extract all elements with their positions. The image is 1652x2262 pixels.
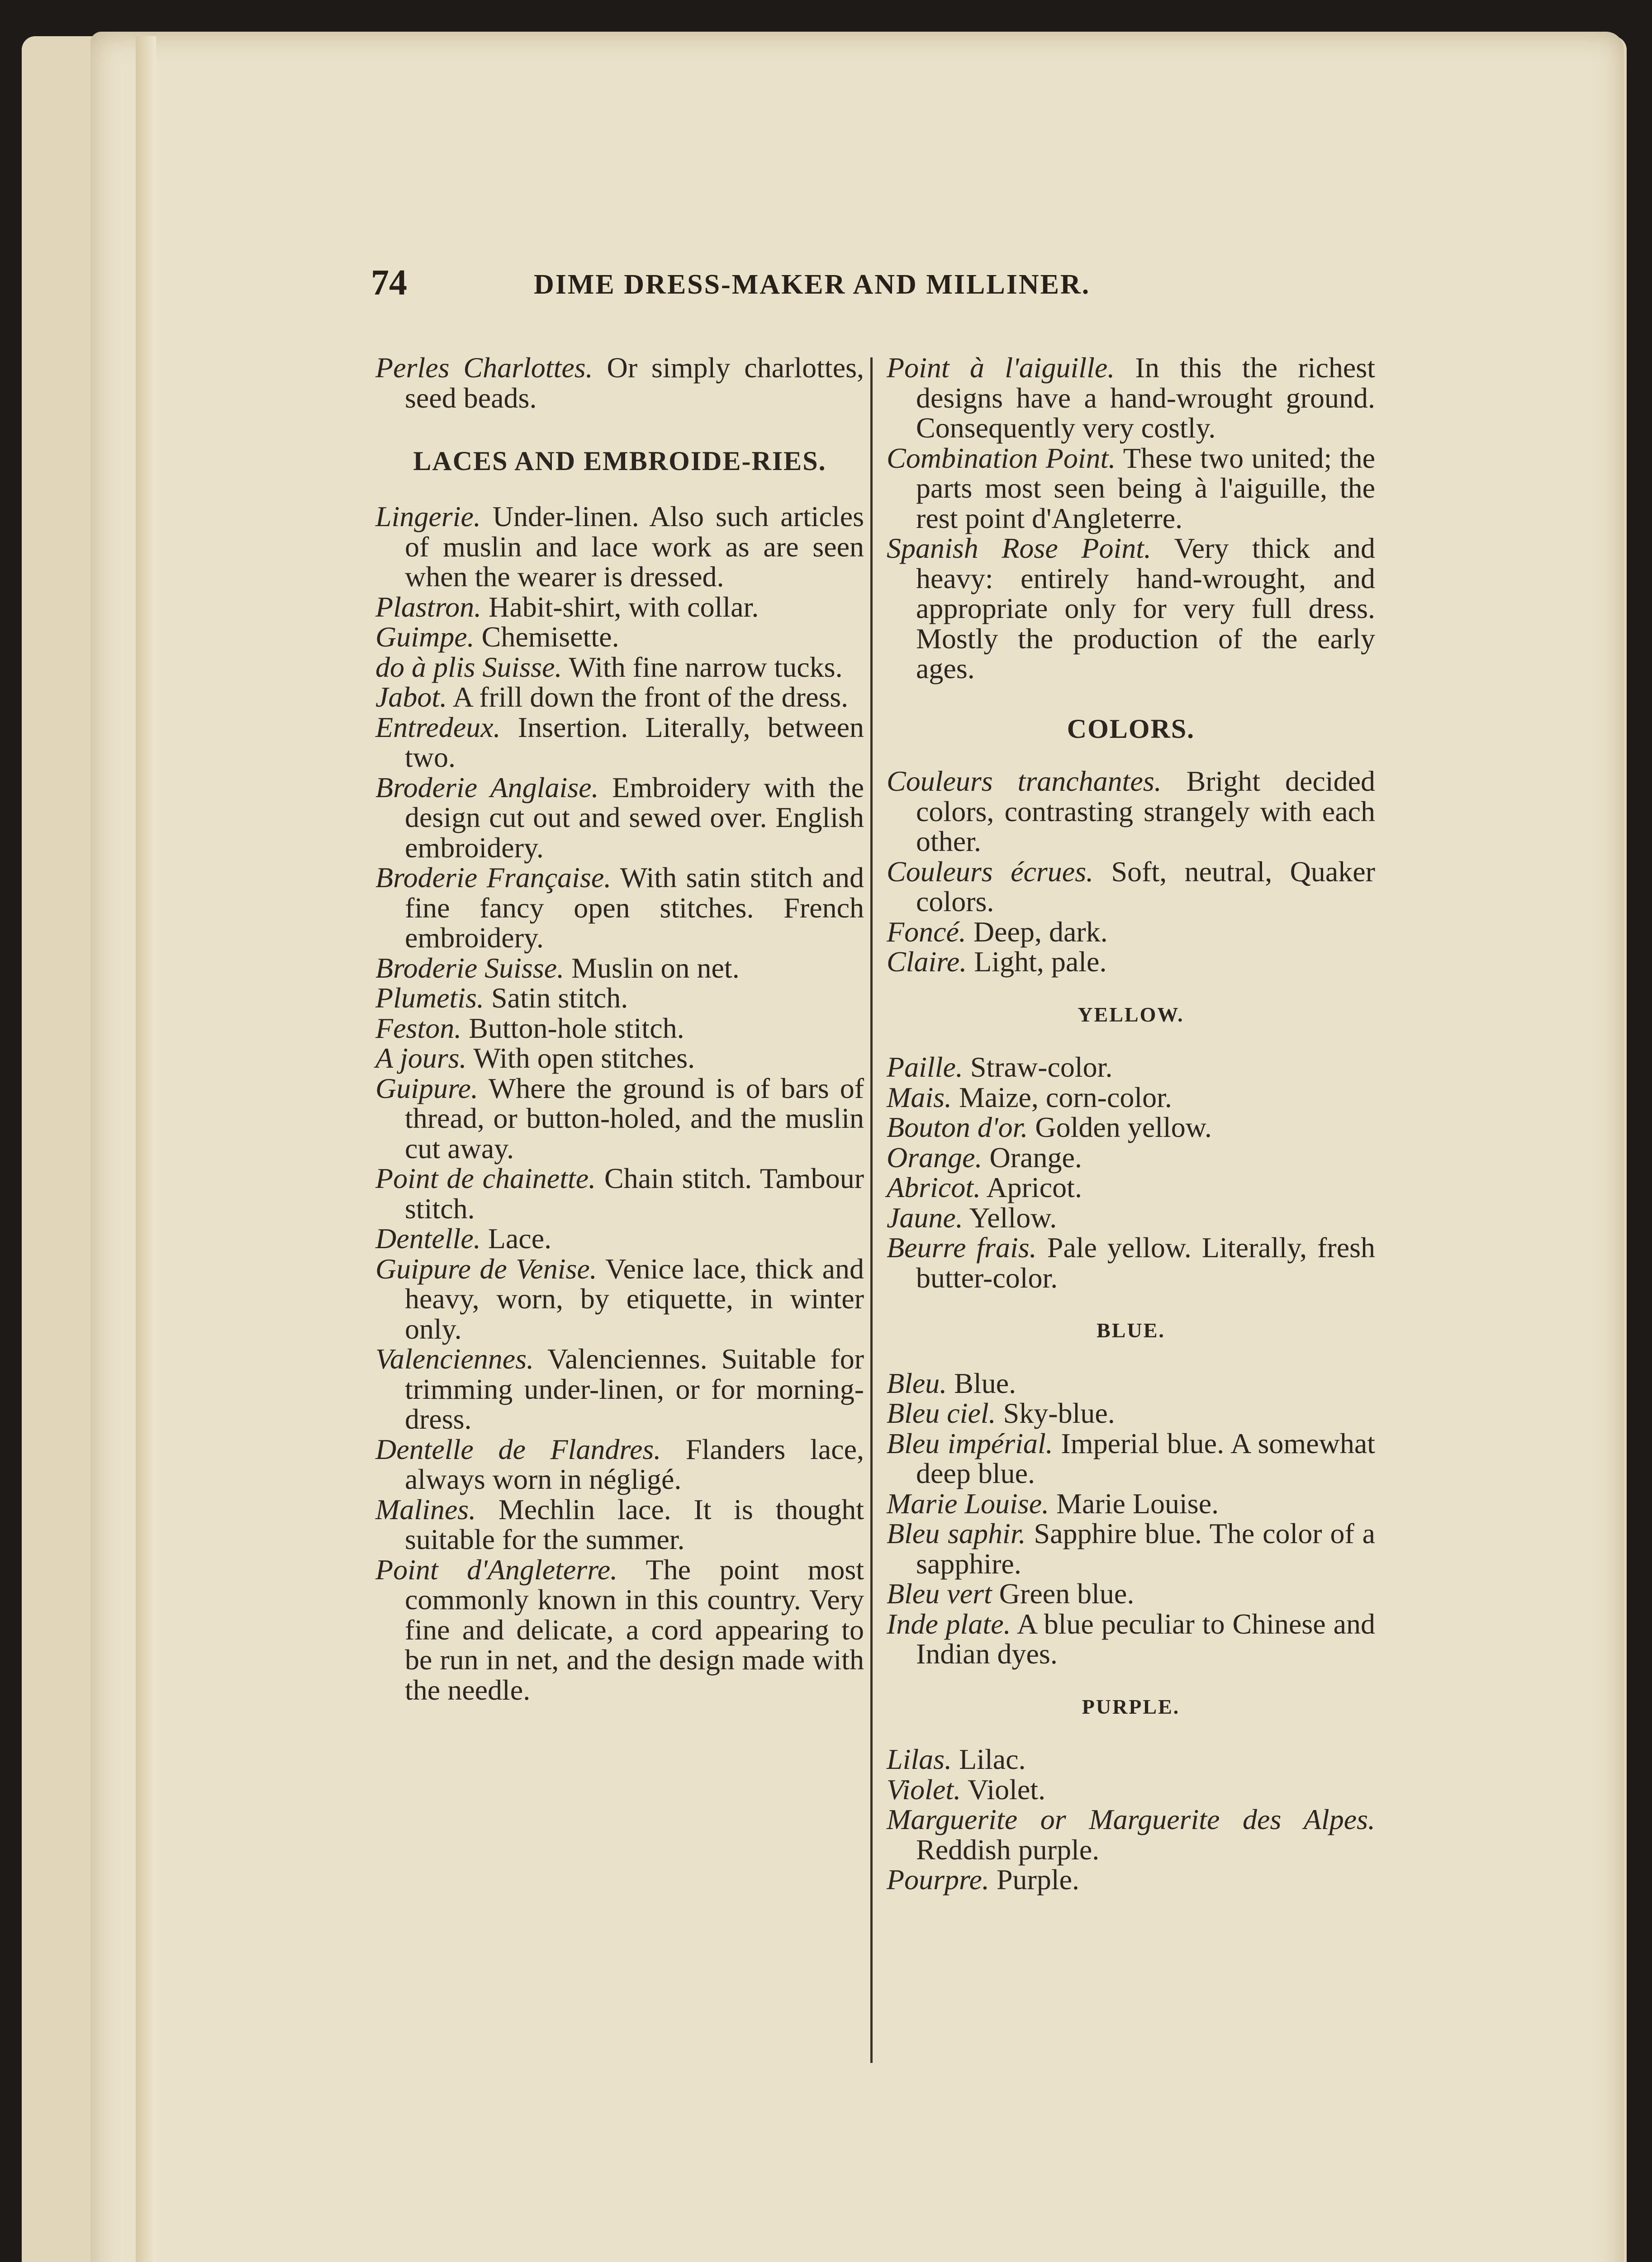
glossary-entry (375, 1495, 864, 1555)
page-edge (136, 36, 156, 2262)
entry-definition: Golden yellow. (1035, 1111, 1212, 1143)
section-heading-laces: LACES AND EMBROIDE-RIES. (413, 446, 826, 476)
glossary-entry (887, 917, 1375, 947)
entry-definition: Venice lace, thick and heavy, worn, by etiquette, in winter only. (405, 1252, 864, 1345)
entry-term: Dentelle. (375, 1222, 481, 1255)
glossary-entry (887, 1609, 1375, 1669)
entry-term: do à plis Suisse. (375, 651, 562, 683)
left-column (375, 353, 864, 1705)
entry-definition: Pale yellow. Literally, fresh butter-color. (916, 1231, 1376, 1294)
entry-term: Dentelle de Flandres. (375, 1433, 661, 1465)
section-heading-purple: PURPLE. (1082, 1695, 1180, 1718)
glossary-entry (375, 502, 864, 592)
entry-definition: Muslin on net. (571, 951, 740, 984)
entry-term: Pourpre. (887, 1863, 989, 1896)
glossary-entry (887, 1489, 1375, 1519)
entry-definition: Blue. (954, 1367, 1016, 1399)
entry-definition: A frill down the front of the dress. (452, 681, 849, 713)
glossary-entry (375, 713, 864, 773)
entry-definition: Yellow. (969, 1201, 1057, 1234)
entry-term: Point à l'aiguille. (887, 352, 1115, 384)
entry-definition: Button-hole stitch. (469, 1012, 684, 1044)
glossary-entry (887, 1143, 1375, 1173)
right-column (887, 353, 1375, 1895)
entry-term: Broderie Anglaise. (375, 771, 599, 803)
glossary-entry (887, 1805, 1375, 1865)
entry-term: Lilas. (887, 1743, 952, 1775)
entry-definition: Maize, corn-color. (959, 1081, 1172, 1113)
entry-term: Bleu saphir. (887, 1517, 1026, 1549)
entry-term: Couleurs écrues. (887, 855, 1094, 888)
entry-definition: Lace. (488, 1222, 552, 1255)
entry-term: Mais. (887, 1081, 952, 1113)
entry-definition: Satin stitch. (491, 982, 628, 1014)
entry-definition: With fine narrow tucks. (569, 651, 843, 683)
glossary-entry (375, 353, 864, 413)
glossary-entry (375, 1013, 864, 1044)
entry-definition: These two united; the parts most seen being à l'aiguille, the rest point d'Angleterre. (916, 442, 1375, 534)
entry-term: Bouton d'or. (887, 1111, 1028, 1143)
entry-term: Broderie Suisse. (375, 951, 565, 984)
entry-definition: With satin stitch and fine fancy open stitches. French embroidery. (405, 861, 864, 954)
glossary-entry (375, 1224, 864, 1254)
entry-definition: Bright decided colors, contrasting strangely with each other. (916, 765, 1376, 857)
entry-definition: Deep, dark. (973, 915, 1108, 948)
glossary-entry (887, 1775, 1375, 1805)
glossary-entry (375, 652, 864, 683)
entry-term: Couleurs tranchantes. (887, 765, 1162, 797)
glossary-entry (887, 1369, 1375, 1399)
entry-term: Valenciennes. (375, 1343, 534, 1375)
glossary-entry (887, 1519, 1375, 1579)
glossary-entry (375, 773, 864, 863)
entry-term: Bleu ciel. (887, 1397, 996, 1429)
glossary-entry (375, 1043, 864, 1074)
entry-definition: Under-linen. Also such articles of muslin and lace work as are seen when the wearer is dressed. (405, 500, 864, 593)
entry-definition: Chain stitch. Tambour stitch. (405, 1162, 864, 1225)
glossary-entry (887, 1083, 1375, 1113)
column-divider (870, 357, 873, 2063)
entry-term: Perles Charlottes. (375, 352, 593, 384)
entry-definition: Soft, neutral, Quaker colors. (916, 855, 1375, 917)
glossary-entry (887, 443, 1375, 534)
entry-definition: Embroidery with the design cut out and sewed over. English embroidery. (405, 771, 864, 864)
glossary-entry (887, 1865, 1375, 1895)
entry-definition: Flanders lace, always worn in négligé. (405, 1433, 864, 1495)
glossary-entry (375, 863, 864, 953)
glossary-entry (887, 857, 1375, 917)
entry-definition: Habit-shirt, with collar. (489, 590, 759, 623)
glossary-entry (375, 622, 864, 652)
glossary-entry (375, 1074, 864, 1164)
glossary-entry (375, 682, 864, 713)
glossary-entry (375, 953, 864, 984)
page-number: 74 (371, 263, 407, 303)
entry-definition: Light, pale. (974, 946, 1107, 978)
entry-term: A jours. (375, 1042, 467, 1074)
entry-definition: Purple. (996, 1863, 1080, 1896)
color-entries (887, 766, 1375, 977)
entry-term: Claire. (887, 946, 967, 978)
entry-term: Broderie Française. (375, 861, 612, 893)
glossary-entry (375, 1344, 864, 1435)
entry-definition: Sky-blue. (1003, 1397, 1115, 1429)
entry-definition: The point most commonly known in this country. Very fine and delicate, a cord appearing to be run in net, and the design made with the needle. (405, 1553, 864, 1706)
entry-term: Malines. (375, 1493, 476, 1525)
entry-definition: Imperial blue. A somewhat deep blue. (916, 1427, 1376, 1489)
glossary-entry (375, 983, 864, 1013)
glossary-entry (375, 1164, 864, 1224)
entry-term: Foncé. (887, 915, 966, 948)
glossary-entry (887, 1233, 1375, 1293)
section-heading-yellow: YELLOW. (1078, 1003, 1184, 1026)
blue-entries (887, 1369, 1375, 1669)
glossary-entry (887, 1429, 1375, 1489)
section-heading-colors: COLORS. (1067, 713, 1195, 744)
glossary-entry (375, 1254, 864, 1345)
glossary-entry (887, 1203, 1375, 1233)
entry-definition: Very thick and heavy: entirely hand-wrought, and appropriate only for very full dress. Mostly the production of the early ages. (916, 532, 1376, 684)
glossary-entry (375, 1435, 864, 1495)
entry-term: Jabot. (375, 681, 447, 713)
entry-definition: Reddish purple. (916, 1833, 1100, 1866)
point-entries (887, 353, 1375, 684)
entry-term: Guipure de Venise. (375, 1252, 597, 1285)
entry-term: Marguerite or Marguerite des Alpes. (887, 1803, 1375, 1835)
entry-term: Bleu vert (887, 1578, 992, 1610)
entry-term: Entredeux. (375, 711, 501, 743)
entry-term: Bleu impérial. (887, 1427, 1053, 1459)
glossary-entry (887, 1398, 1375, 1429)
entry-definition: Where the ground is of bars of thread, or button-holed, and the muslin cut away. (405, 1072, 864, 1164)
entry-term: Guipure. (375, 1072, 478, 1104)
entry-definition: Sapphire blue. The color of a sapphire. (916, 1517, 1376, 1580)
glossary-entry (887, 533, 1375, 684)
entry-definition: Chemisette. (481, 621, 619, 653)
entry-term: Lingerie. (375, 500, 481, 532)
entry-term: Spanish Rose Point. (887, 532, 1152, 564)
running-title: DIME DRESS-MAKER AND MILLINER. (534, 269, 1091, 300)
entry-definition: Lilac. (959, 1743, 1026, 1775)
entry-term: Inde plate. (887, 1607, 1011, 1640)
glossary-entry (887, 353, 1375, 443)
glossary-entry (887, 1052, 1375, 1083)
entry-term: Orange. (887, 1141, 983, 1174)
glossary-entry (375, 592, 864, 623)
entry-term: Feston. (375, 1012, 462, 1044)
entry-definition: Orange. (989, 1141, 1082, 1174)
lace-entries (375, 502, 864, 1705)
entry-term: Beurre frais. (887, 1231, 1037, 1264)
entry-term: Plumetis. (375, 982, 484, 1014)
glossary-entry (887, 1112, 1375, 1143)
entry-term: Point d'Angleterre. (375, 1553, 618, 1586)
glossary-entry (375, 1555, 864, 1706)
entry-definition: With open stitches. (473, 1042, 695, 1074)
entry-term: Combination Point. (887, 442, 1116, 474)
section-heading-blue: BLUE. (1097, 1319, 1165, 1342)
yellow-entries (887, 1052, 1375, 1293)
entry-term: Marie Louise. (887, 1487, 1049, 1520)
entry-term: Abricot. (887, 1171, 981, 1203)
entry-definition: Violet. (967, 1773, 1046, 1806)
entry-definition: Mechlin lace. It is thought suitable for the summer. (405, 1493, 864, 1555)
entry-term: Plastron. (375, 590, 482, 623)
intro-entries (375, 353, 864, 413)
entry-term: Violet. (887, 1773, 961, 1806)
entry-term: Paille. (887, 1051, 963, 1083)
entry-definition: Insertion. Literally, between two. (405, 711, 864, 773)
entry-term: Point de chainette. (375, 1162, 596, 1194)
entry-term: Jaune. (887, 1201, 963, 1234)
glossary-entry (887, 1744, 1375, 1775)
entry-definition: Green blue. (999, 1578, 1135, 1610)
page-header (371, 262, 1366, 303)
entry-definition: Apricot. (986, 1171, 1082, 1203)
entry-term: Bleu. (887, 1367, 947, 1399)
entry-definition: Or simply charlottes, seed beads. (405, 352, 864, 414)
entry-definition: Valenciennes. Suitable for trimming under-linen, or for morning-dress. (405, 1343, 864, 1435)
entry-term: Guimpe. (375, 621, 475, 653)
glossary-entry (887, 1173, 1375, 1203)
entry-definition: A blue peculiar to Chinese and Indian dyes. (916, 1607, 1376, 1670)
purple-entries (887, 1744, 1375, 1895)
entry-definition: Marie Louise. (1056, 1487, 1219, 1520)
glossary-entry (887, 766, 1375, 857)
glossary-entry (887, 947, 1375, 977)
entry-definition: In this the richest designs have a hand-wrought ground. Consequently very costly. (916, 352, 1375, 444)
entry-definition: Straw-color. (970, 1051, 1113, 1083)
glossary-entry (887, 1579, 1375, 1609)
